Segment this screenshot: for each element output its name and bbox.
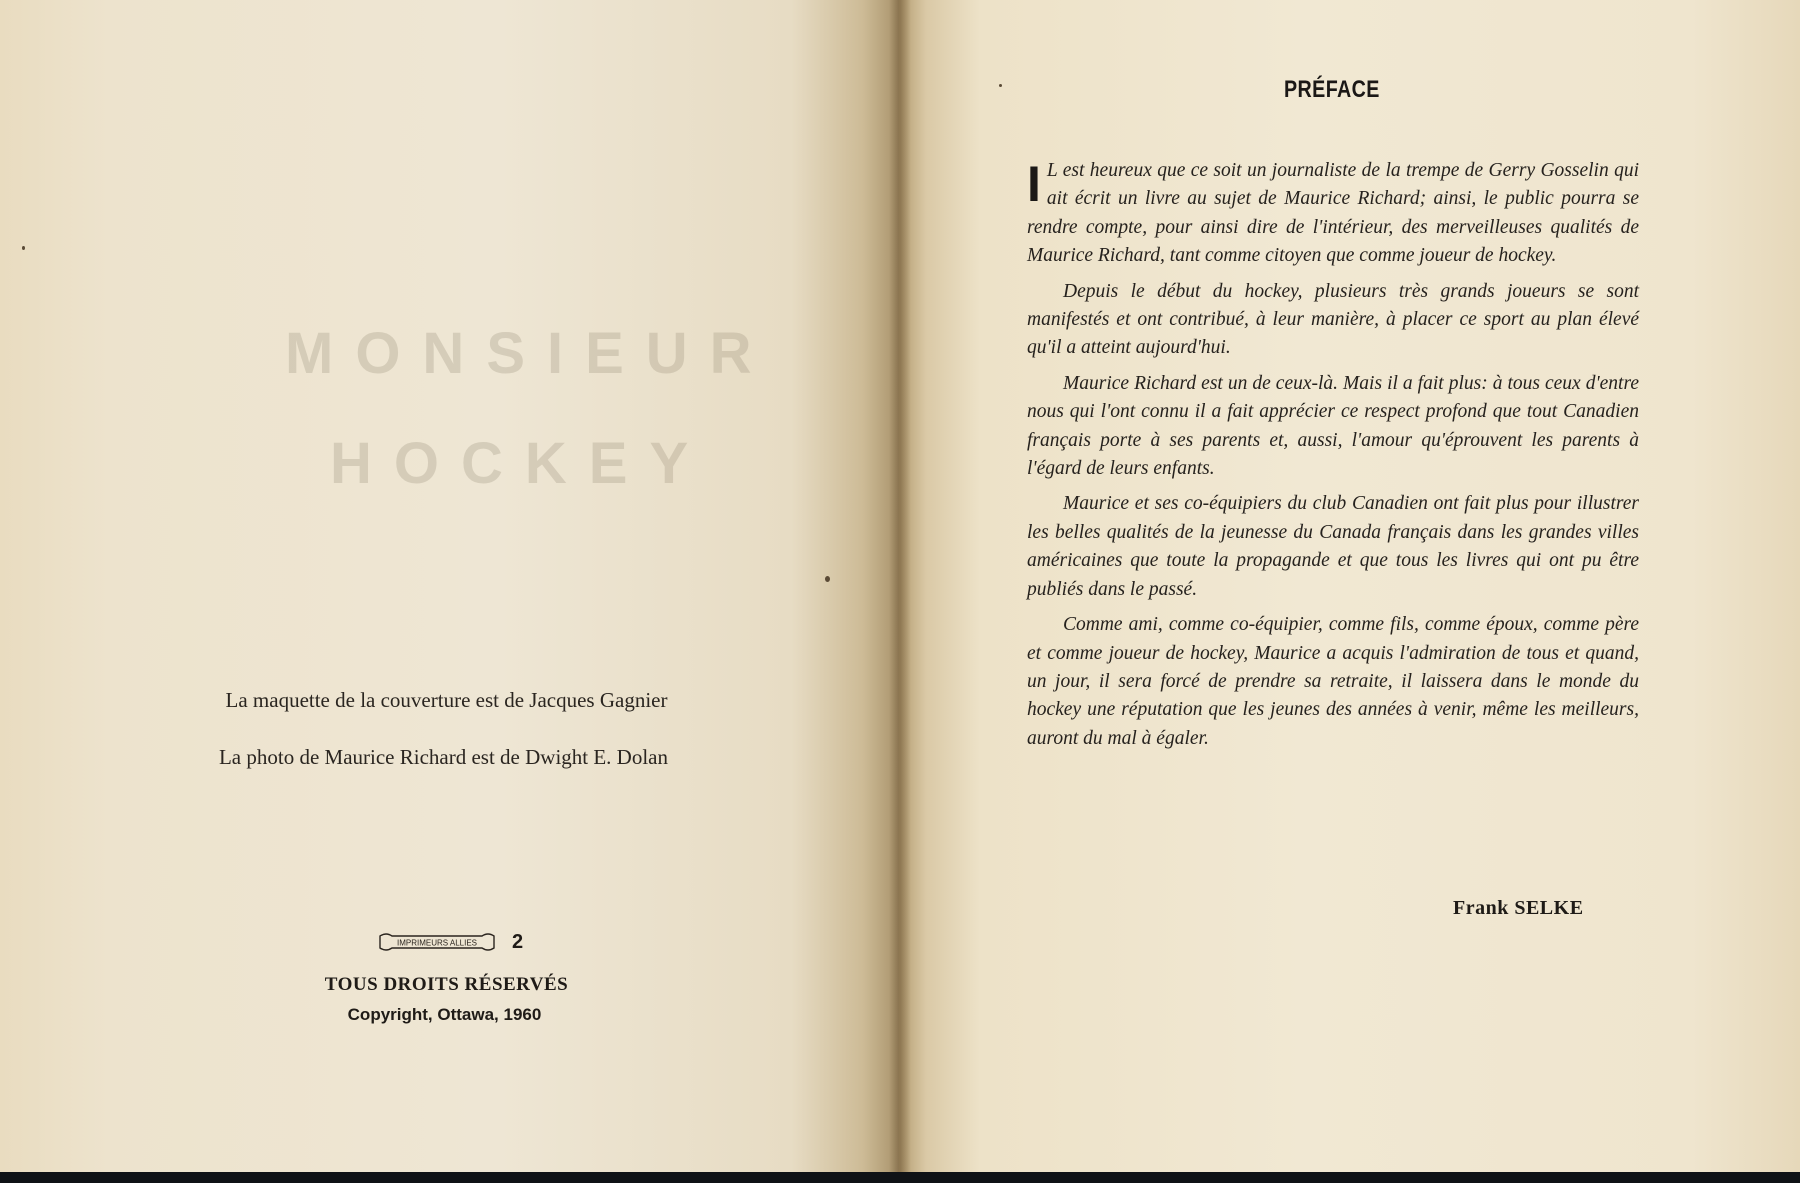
photo-credit: La photo de Maurice Richard est de Dwight E. Dolan: [218, 745, 669, 769]
preface-body: [1027, 157, 1639, 760]
preface-paragraph-4: Maurice et ses co-équipiers du club Canadien ont fait plus pour illustrer les belles qualités de la jeunesse du Canada français dans les grandes villes américaines que toute la propagande et que tous les livres qui ont pu être publiés dans le passé.: [1027, 493, 1639, 600]
paper-speck: [22, 246, 25, 250]
preface-title: PRÉFACE: [1284, 76, 1380, 103]
preface-paragraph-5: Comme ami, comme co-équipier, comme fils, comme époux, comme père et comme joueur de hockey, Maurice a acquis l'admiration de tous et quand, un jour, il sera forcé de prendre sa retraite, il laissera dans le monde du hockey une réputation que les jeunes des années à venir, même les meilleurs, auront du mal à égaler.: [1027, 614, 1639, 749]
signature: Frank SELKE: [1453, 897, 1584, 919]
cover-credit: La maquette de la couverture est de Jacques Gagnier: [225, 688, 668, 712]
imprint-line: [0, 930, 899, 954]
rights-reserved: TOUS DROITS RÉSERVÉS: [324, 974, 569, 995]
paper-speck: [999, 84, 1002, 87]
show-through-title-line2: HOCKEY: [330, 431, 711, 496]
page-number: 2: [511, 930, 524, 953]
preface-paragraph-3: Maurice Richard est un de ceux-là. Mais il a fait plus: à tous ceux d'entre nous qui l'ont connu il a fait apprécier ce respect profond que tout Canadien français porte à ses parents et, aussi, l'amour qu'éprouvent les parents à l'égard de leurs enfants.: [1027, 372, 1639, 480]
preface-paragraph-1: [1027, 157, 1639, 271]
copyright-line: Copyright, Ottawa, 1960: [347, 1005, 542, 1024]
left-page: [0, 0, 899, 1172]
paper-speck: [825, 576, 830, 582]
printer-logo-text: IMPRIMEURS ALLIES: [396, 938, 477, 948]
show-through-title-line1: MONSIEUR: [285, 321, 774, 386]
drop-cap: I: [1027, 156, 1041, 212]
printer-logo-icon: [376, 930, 498, 954]
scan-bottom-edge: [0, 1172, 1800, 1183]
preface-paragraph-1-text: L est heureux que ce soit un journaliste de la trempe de Gerry Gosselin qui ait écrit un livre au sujet de Maurice Richard; ainsi, le public pourra se rendre compte, pour ainsi dire de l'intérieur, des merveilleuses qualités de Maurice Richard, tant comme citoyen que comme joueur de hockey.: [1027, 160, 1639, 267]
preface-paragraph-2: Depuis le début du hockey, plusieurs très grands joueurs se sont manifestés et ont contribué, à leur manière, à placer ce sport au plan élevé qu'il a atteint aujourd'hui.: [1027, 280, 1639, 359]
book-gutter: [889, 0, 911, 1172]
